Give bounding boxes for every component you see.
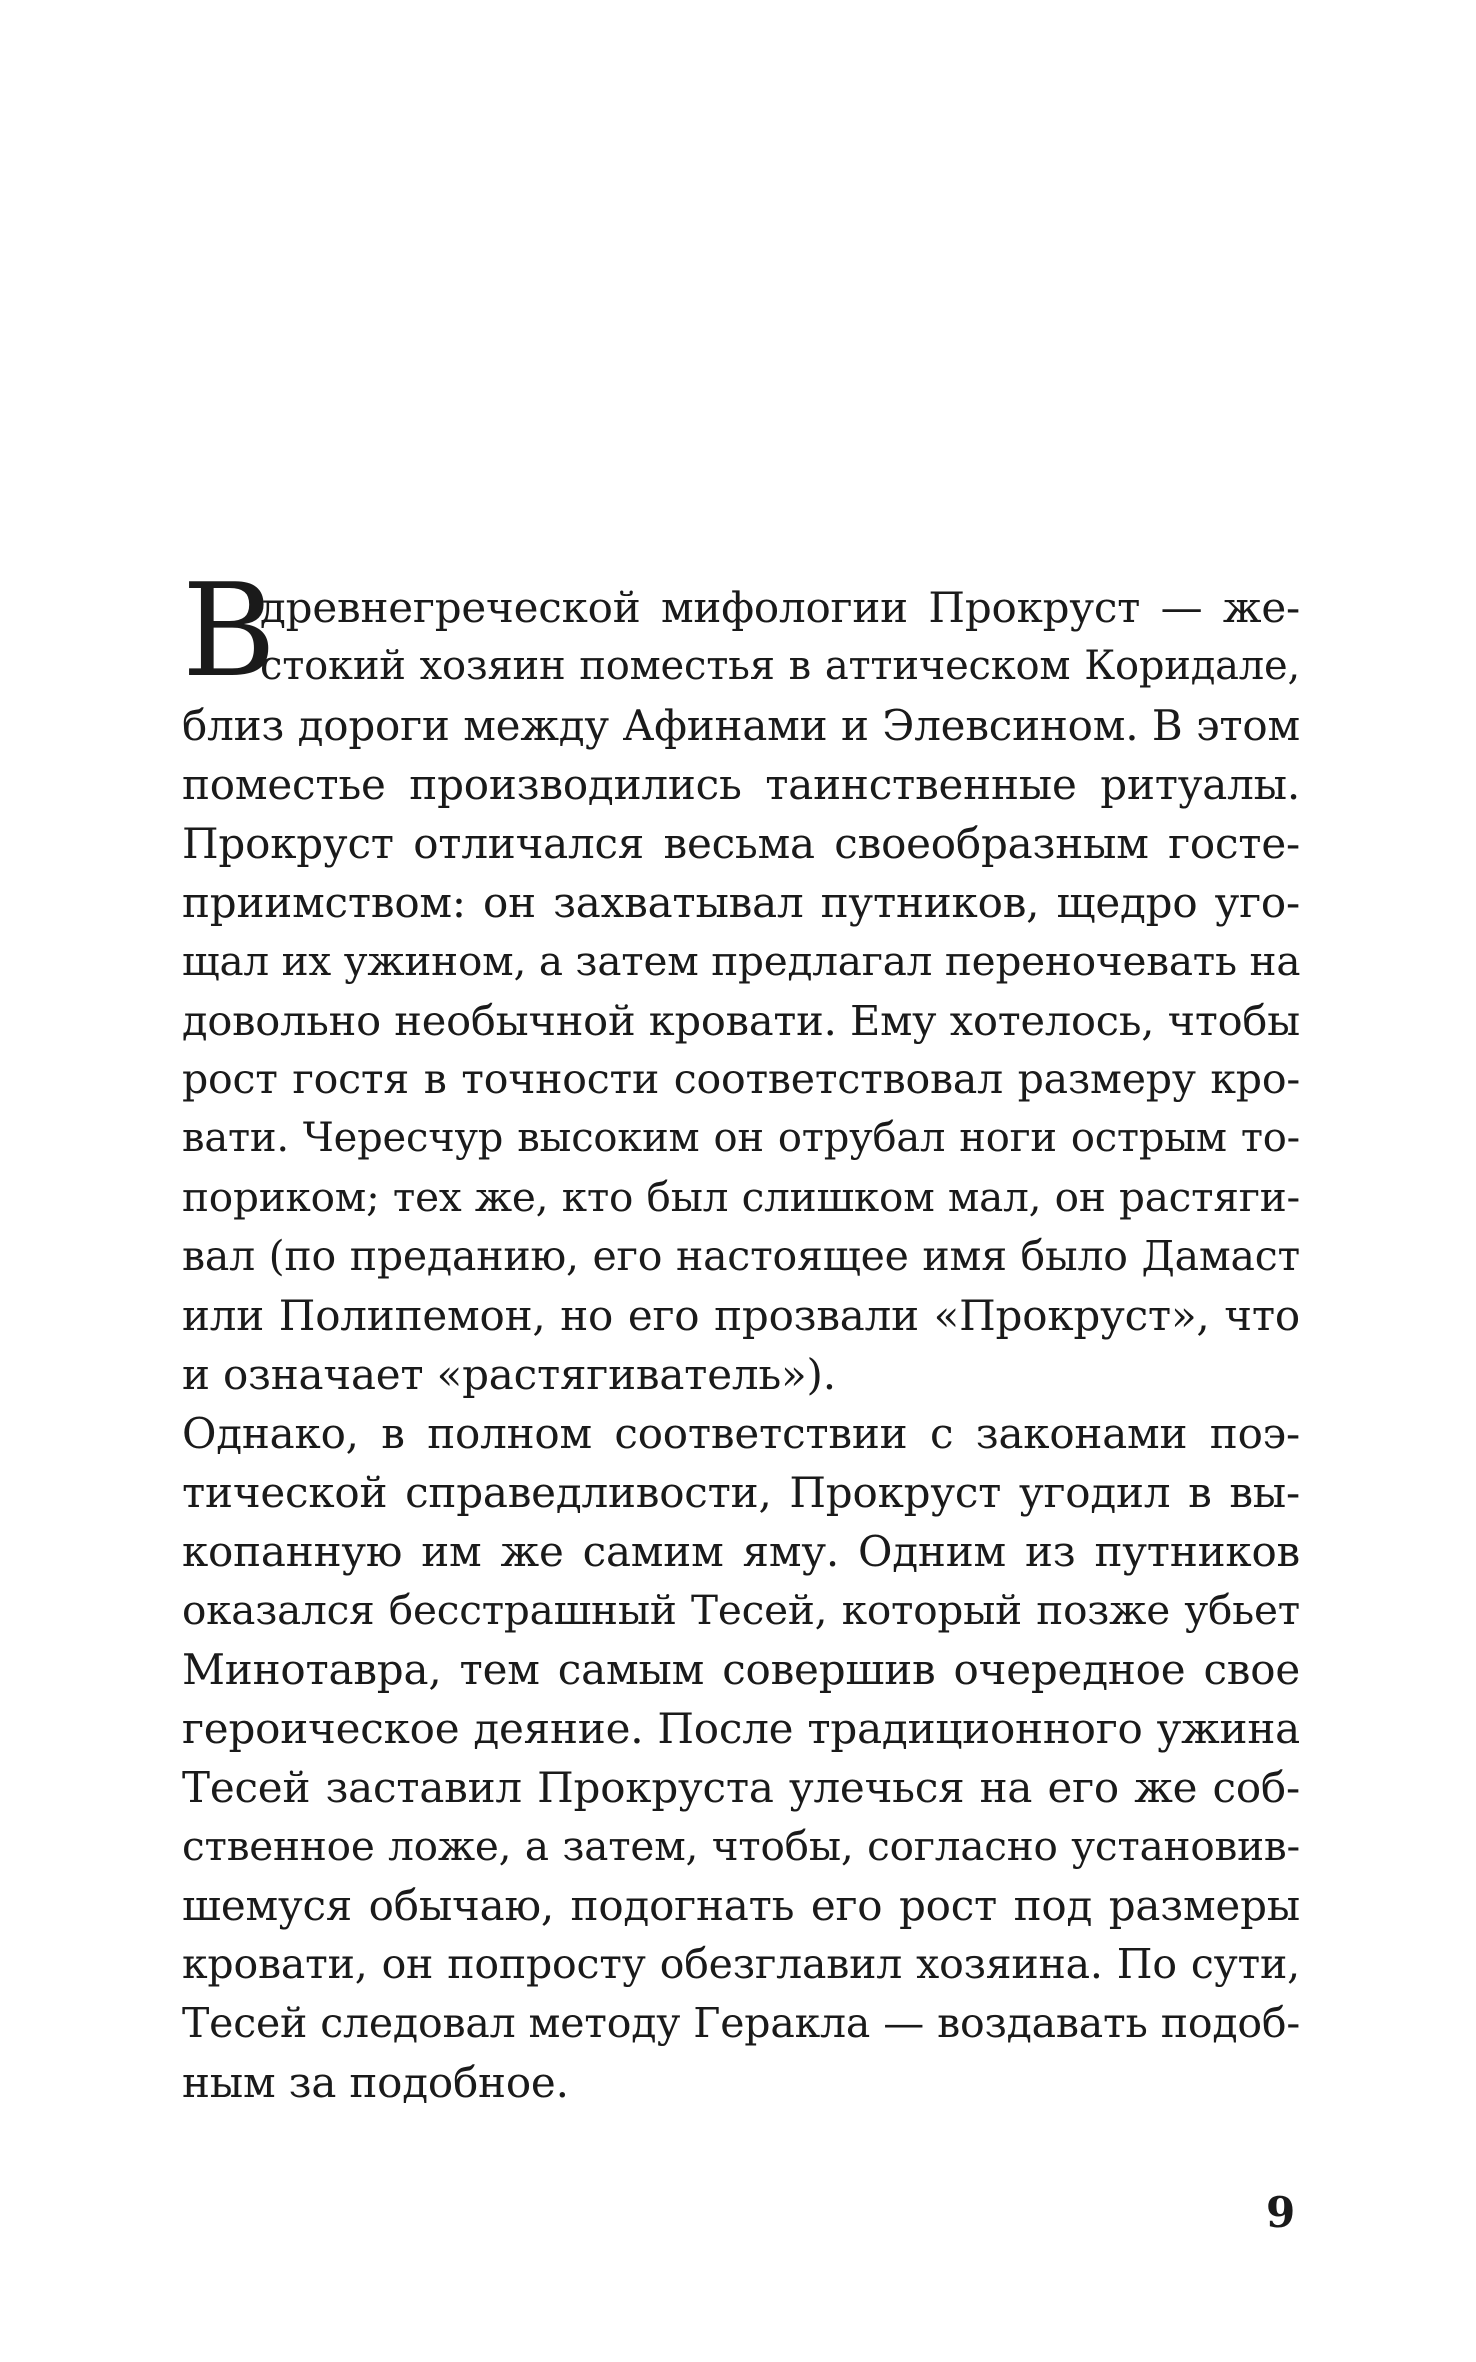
text-line: довольно необычной кровати. Ему хотелось, чтобы xyxy=(182,996,1300,1045)
paragraph-1 xyxy=(182,557,1301,1404)
text-line: древнегреческой мифологии Прокруст — же- xyxy=(260,583,1300,632)
text-line: кровати, он попросту обезглавил хозяина. По сути, xyxy=(182,1940,1300,1988)
text-line: ным за подобное. xyxy=(182,2058,569,2107)
text-line: пориком; тех же, кто был слишком мал, он растяги- xyxy=(182,1173,1300,1221)
text-line: вати. Чересчур высоким он отрубал ноги острым то- xyxy=(182,1115,1300,1161)
text-line: ственное ложе, а затем, чтобы, согласно установив- xyxy=(182,1822,1300,1870)
text-line: Минотавра, тем самым совершив очередное свое xyxy=(182,1645,1300,1694)
text-line: оказался бесстрашный Тесей, который позже убьет xyxy=(182,1586,1300,1634)
text-line: рост гостя в точности соответствовал размеру кро- xyxy=(182,1055,1300,1103)
paragraph-2 xyxy=(182,1404,1300,2112)
text-line: героическое деяние. После традиционного ужина xyxy=(182,1704,1300,1753)
text-line: Прокруст отличался весьма своеобразным госте- xyxy=(182,819,1300,868)
text-line: или Полипемон, но его прозвали «Прокруст», что xyxy=(182,1291,1300,1340)
text-line: приимством: он захватывал путников, щедро уго- xyxy=(182,878,1300,927)
text-line: тической справедливости, Прокруст угодил в вы- xyxy=(182,1468,1300,1517)
text-line: и означает «растягиватель»). xyxy=(182,1350,836,1399)
text-line: Однако, в полном соответствии с законами поэ- xyxy=(182,1409,1300,1458)
body-text xyxy=(182,557,1301,2112)
text-line: Тесей заставил Прокруста улечься на его же соб- xyxy=(182,1763,1300,1812)
text-line: вал (по преданию, его настоящее имя было Дамаст xyxy=(182,1232,1300,1280)
page-number: 9 xyxy=(1266,2188,1296,2237)
text-line: стокий хозяин поместья в аттическом Коридале, xyxy=(260,643,1300,689)
text-line: копанную им же самим яму. Одним из путников xyxy=(182,1527,1300,1576)
text-line: шемуся обычаю, подогнать его рост под размеры xyxy=(182,1881,1300,1930)
text-line: поместье производились таинственные ритуалы. xyxy=(182,760,1300,809)
text-line: Тесей следовал методу Геракла — воздавать подоб- xyxy=(182,1999,1300,2047)
drop-cap: В xyxy=(182,557,276,706)
text-line: близ дороги между Афинами и Элевсином. В этом xyxy=(182,701,1300,750)
text-line: щал их ужином, а затем предлагал переночевать на xyxy=(182,937,1301,985)
